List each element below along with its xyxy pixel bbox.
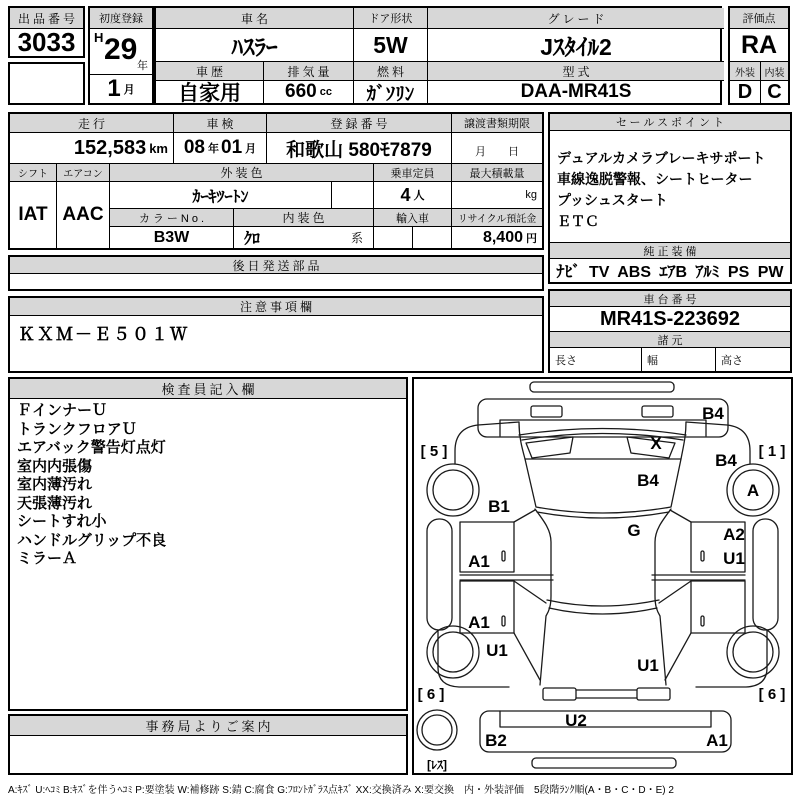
- corner-marker-rear-right: [ 6 ]: [758, 686, 786, 703]
- sales-point-line: デュアルカメラブレーキサポート: [557, 150, 766, 166]
- rear-right-wheel: [727, 626, 779, 678]
- grade-label: グレード: [428, 8, 724, 29]
- rear-plate-bar: [532, 758, 676, 768]
- displacement: 660: [285, 81, 317, 102]
- front-left-wheel: [427, 464, 479, 516]
- first-registration-year-cell: [90, 29, 152, 75]
- notes-text: ＫＸＭ－Ｅ５０１Ｗ: [18, 325, 189, 344]
- sales-point-line: プッシュスタート: [557, 192, 668, 208]
- exterior-score-label: 外装: [730, 62, 761, 81]
- inspector-items: [17, 402, 397, 569]
- door-handle-icon: [701, 616, 704, 626]
- windshield-left: [526, 437, 573, 458]
- damage-label-rear-bumper-left: B2: [485, 731, 507, 750]
- front-grille-left: [531, 406, 562, 417]
- damage-label-left-rear-quarter: U1: [486, 641, 508, 660]
- inspector-item: トランクフロアＵ: [17, 420, 137, 438]
- inspection-year: 08: [183, 137, 205, 158]
- fuel: ｶﾞｿﾘﾝ: [354, 81, 428, 103]
- first-registration-month-cell: [90, 75, 152, 103]
- inspector-label: 検査員記入欄: [10, 379, 406, 399]
- notes-label: 注意事項欄: [10, 298, 542, 316]
- damage-label-right-front-fender: B4: [715, 451, 737, 470]
- spare-wheel-marker: [ﾚｽ]: [427, 758, 447, 772]
- vehicle-main-box: [154, 6, 722, 105]
- capacity-cell: [374, 182, 452, 209]
- sales-point-label: セールスポイント: [550, 114, 790, 131]
- sales-point-lines: [550, 148, 790, 232]
- exterior-color-label: 外装色: [110, 164, 374, 182]
- recycle-unit: 円: [526, 232, 537, 245]
- notes-box: [8, 296, 544, 373]
- damage-label-front-bumper: B4: [702, 404, 724, 423]
- car-name-label: 車名: [156, 8, 354, 29]
- right-rear-door: [691, 581, 745, 633]
- exterior-color-extra-cell: [332, 182, 374, 209]
- rear-left-wheel: [427, 626, 479, 678]
- transfer-deadline: 月 日: [452, 133, 542, 164]
- left-front-fender: [455, 422, 519, 464]
- inspector-item: ミラーＡ: [17, 550, 78, 567]
- recycle-cell: [452, 227, 542, 248]
- details-box: [8, 112, 544, 250]
- capacity: 4: [400, 184, 411, 205]
- equipment-list: ﾅﾋﾞ TV ABS ｴｱB ｱﾙﾐ PS PW: [556, 264, 784, 281]
- interior-color: ｸﾛ: [244, 231, 261, 248]
- damage-label-left-rear-door: A1: [468, 613, 490, 632]
- sales-point-line: 車線逸脱警報、シートヒーター: [557, 171, 753, 187]
- spec-label: 諸元: [550, 332, 790, 348]
- score-value: RA: [730, 29, 788, 62]
- displacement-label: 排気量: [264, 62, 354, 81]
- inspector-item: エアバック警告灯点灯: [17, 439, 166, 456]
- color-no: B3W: [110, 227, 234, 248]
- first-registration-label: 初度登録: [90, 8, 152, 29]
- first-registration-era: H: [94, 30, 104, 45]
- inspector-item: ＦインナーＵ: [17, 402, 108, 419]
- registration-label: 登録番号: [267, 114, 452, 133]
- first-registration-year-unit: 年: [137, 60, 148, 72]
- front-bumper: [478, 399, 728, 437]
- chassis-box: [548, 289, 792, 373]
- car-damage-diagram: [414, 379, 791, 773]
- spare-wheel: [417, 710, 457, 750]
- corner-marker-front-right: [ 1 ]: [758, 443, 786, 460]
- import-cell-1: [374, 227, 413, 248]
- damage-label-left-front-fender: B1: [488, 497, 510, 516]
- first-registration-month-unit: 月: [123, 84, 135, 96]
- inspector-item: ハンドルグリップ不良: [17, 531, 167, 549]
- mileage: 152,583: [73, 136, 147, 159]
- damage-label-hood: B4: [637, 471, 659, 490]
- inspector-item: 天張薄汚れ: [17, 494, 93, 512]
- interior-color-cell: [234, 227, 374, 248]
- exterior-score: D: [730, 81, 761, 103]
- inspector-item: シートすれ小: [17, 513, 107, 530]
- shift: IAT: [10, 182, 57, 248]
- car-name: ﾊｽﾗｰ: [156, 29, 354, 62]
- mileage-cell: [10, 133, 174, 164]
- auction-number-empty-box: [8, 62, 85, 105]
- door-handle-icon: [701, 551, 704, 561]
- office-notice-box: [8, 714, 408, 775]
- aircon-label: エアコン: [57, 164, 110, 182]
- legend-text: A:ｷｽﾞ U:ﾍｺﾐ B:ｷｽﾞを伴うﾍｺﾐ P:要塗装 W:補修跡 S:錆 C:腐食 G:ﾌﾛﾝﾄｶﾞﾗｽ点ｷｽﾞ XX:交換済み X:要交換 内・外装評価 5段階ﾗﾝｸ順(A・B・C・D・E) 2: [8, 785, 674, 796]
- payload-unit: kg: [452, 182, 542, 209]
- exterior-color: ｶｰｷﾂｰﾄﾝ: [110, 182, 332, 209]
- auction-number-label: 出品番号: [10, 8, 83, 29]
- inspection-year-unit: 年: [208, 143, 219, 155]
- payload-label: 最大積載量: [452, 164, 542, 182]
- corner-marker-rear-left: [ 6 ]: [417, 686, 445, 703]
- interior-color-label: 内装色: [234, 209, 374, 227]
- mileage-unit: km: [149, 140, 168, 156]
- inspection-month: 01: [221, 137, 243, 158]
- inspection-month-unit: 月: [245, 143, 257, 155]
- score-box: [728, 6, 790, 105]
- model-code-label: 型式: [428, 62, 724, 81]
- damage-label-windshield-right: X: [650, 434, 662, 453]
- car-outline: [417, 382, 779, 768]
- damage-label-rear-bumper-right: A1: [706, 731, 728, 750]
- auction-number: 3033: [17, 29, 76, 56]
- capacity-unit: 人: [413, 190, 425, 202]
- office-notice-label: 事務局よりご案内: [10, 716, 406, 736]
- left-rocker-rail: [427, 519, 452, 630]
- door-handle-icon: [502, 616, 505, 626]
- score-label: 評価点: [730, 8, 788, 29]
- tail-light-left: [543, 688, 576, 700]
- front-plate-bar: [530, 382, 674, 392]
- door-shape: 5W: [354, 29, 428, 62]
- spec-width-label: 幅: [642, 348, 716, 371]
- first-registration-box: [88, 6, 154, 105]
- recycle-label: リサイクル預託金: [452, 209, 542, 227]
- import-label: 輸入車: [374, 209, 452, 227]
- corner-marker-front-left: [ 5 ]: [420, 443, 448, 460]
- interior-color-suffix: 系: [350, 231, 363, 245]
- chassis-number-label: 車台番号: [550, 291, 790, 307]
- inspector-item: 室内薄汚れ: [17, 476, 93, 493]
- displacement-cell: [264, 81, 354, 103]
- interior-score: C: [767, 81, 782, 103]
- registration-number: 和歌山 580ﾓ7879: [267, 133, 452, 164]
- first-registration-year: 29: [104, 33, 138, 66]
- auction-number-box: [8, 6, 85, 58]
- mileage-label: 走行: [10, 114, 174, 133]
- right-rocker-rail: [753, 519, 778, 630]
- sales-point-box: [548, 112, 792, 284]
- import-cell-2: [413, 227, 452, 248]
- damage-label-right-front-door-lower: U1: [723, 549, 745, 568]
- damage-label-left-front-door: A1: [468, 552, 490, 571]
- tail-light-right: [637, 688, 670, 700]
- car-history-label: 車歴: [156, 62, 264, 81]
- aircon: AAC: [57, 182, 110, 248]
- door-handle-icon: [502, 551, 505, 561]
- inspection-label: 車検: [174, 114, 267, 133]
- inspection-cell: [174, 133, 267, 164]
- displacement-unit: cc: [319, 86, 332, 98]
- sales-point-line: ＥＴＣ: [557, 213, 599, 229]
- spec-height-label: 高さ: [721, 355, 743, 367]
- inspector-box: [8, 377, 408, 711]
- damage-label-tailgate-right: U1: [637, 656, 659, 675]
- car-history: 自家用: [156, 81, 264, 103]
- spec-length-label: 長さ: [550, 348, 642, 371]
- transfer-deadline-label: 譲渡書類期限: [452, 114, 542, 133]
- later-parts-label: 後日発送部品: [10, 257, 542, 274]
- grade: Jｽﾀｲﾙ2: [428, 29, 724, 62]
- damage-diagram-box: [412, 377, 793, 775]
- interior-score-label: 内装: [761, 62, 788, 81]
- color-no-label: カラーNo.: [110, 209, 234, 227]
- front-grille-right: [642, 406, 673, 417]
- shift-label: シフト: [10, 164, 57, 182]
- damage-label-right-front-wheel: A: [746, 481, 760, 500]
- fuel-label: 燃料: [354, 62, 428, 81]
- first-registration-month: 1: [107, 75, 121, 102]
- door-shape-label: ドア形状: [354, 8, 428, 29]
- rear-bumper: [480, 711, 731, 752]
- damage-label-cowl-center: G: [627, 521, 641, 540]
- damage-label-right-front-door: A2: [723, 525, 745, 544]
- damage-label-rear-gate-lower: U2: [565, 711, 587, 730]
- inspector-item: 室内内張傷: [17, 457, 93, 475]
- model-code: DAA-MR41S: [520, 81, 632, 102]
- chassis-number: MR41S-223692: [550, 307, 790, 332]
- later-parts-box: [8, 255, 544, 291]
- equipment-label: 純正装備: [550, 242, 790, 259]
- capacity-label: 乗車定員: [374, 164, 452, 182]
- recycle-amount: 8,400: [482, 228, 523, 246]
